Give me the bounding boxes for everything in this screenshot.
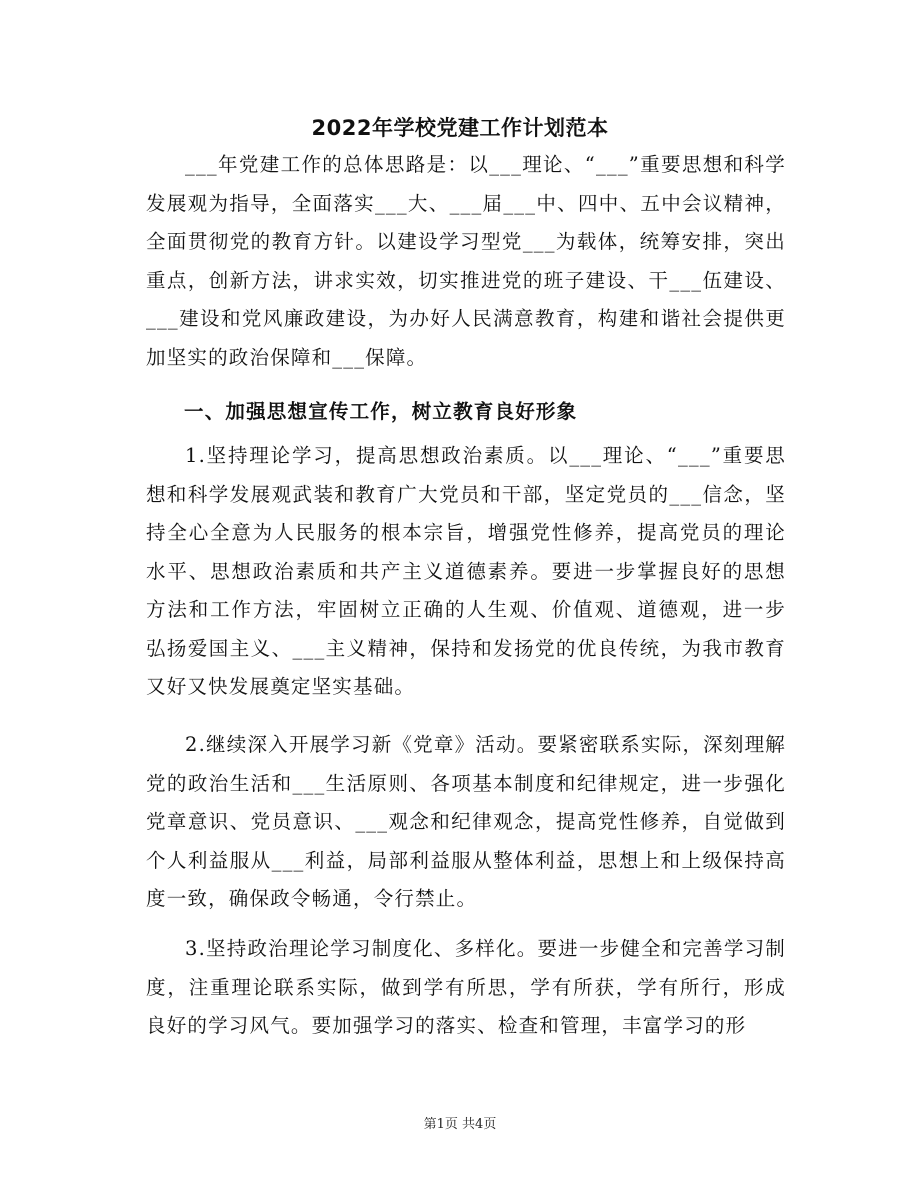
- section-heading-1: 一、加强思想宣传工作，树立教育良好形象: [184, 400, 578, 423]
- paragraph-2: 2.继续深入开展学习新《党章》活动。要紧密联系实际，深刻理解党的政治生活和___生活原则、各项基本制度和纪律规定，进一步强化党章意识、党员意识、___观念和纪律观念，提高党性修养，自觉做到个人利益服从___利益，局部利益服从整体利益，思想上和上级保持高度一致，确保政令畅通，令行禁止。: [146, 733, 786, 910]
- paragraph-1: 1.坚持理论学习，提高思想政治素质。以___理论、“___”重要思想和科学发展观武装和教育广大党员和干部，坚定党员的___信念，坚持全心全意为人民服务的根本宗旨，增强党性修养，提高党员的理论水平、思想政治素质和共产主义道德素养。要进一步掌握良好的思想方法和工作方法，牢固树立正确的人生观、价值观、道德观，进一步弘扬爱国主义、___主义精神，保持和发扬党的优良传统，为我市教育又好又快发展奠定坚实基础。: [146, 444, 786, 698]
- page-footer: 第1页 共4页: [423, 1117, 497, 1132]
- paragraph-3: 3.坚持政治理论学习制度化、多样化。要进一步健全和完善学习制度，注重理论联系实际，做到学有所思，学有所获，学有所行，形成良好的学习风气。要加强学习的落实、检查和管理，丰富学习的形: [146, 937, 786, 1037]
- document-title: 2022年学校党建工作计划范本: [311, 116, 609, 140]
- intro-paragraph: ___年党建工作的总体思路是：以___理论、“___”重要思想和科学发展观为指导，全面落实___大、___届___中、四中、五中会议精神，全面贯彻党的教育方针。以建设学习型党___为载体，统筹安排，突出重点，创新方法，讲求实效，切实推进党的班子建设、干___伍建设、___建设和党风廉政建设，为办好人民满意教育，构建和谐社会提供更加坚实的政治保障和___保障。: [146, 153, 786, 369]
